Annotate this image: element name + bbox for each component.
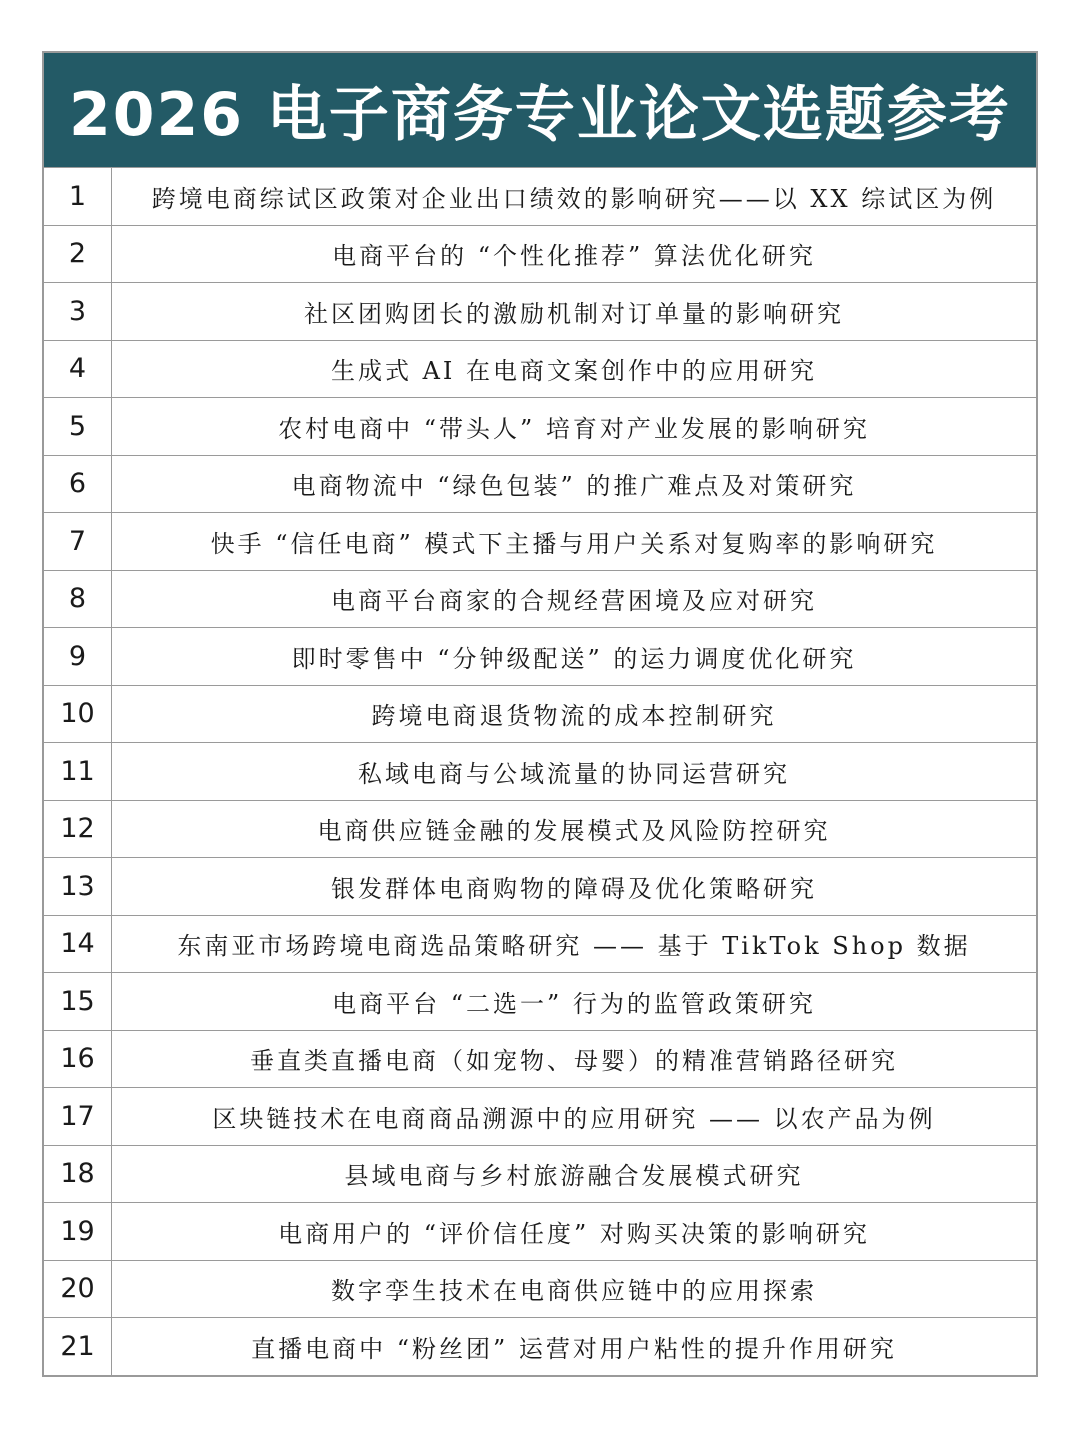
table-row [44,628,1036,686]
row-number: 18 [44,1145,112,1203]
row-number: 2 [44,225,112,283]
topic-title: 电商物流中 “绿色包装” 的推广难点及对策研究 [112,455,1037,513]
topic-title: 即时零售中 “分钟级配送” 的运力调度优化研究 [112,628,1037,686]
table-row [44,915,1036,973]
row-number: 21 [44,1318,112,1375]
row-number: 13 [44,858,112,916]
table-row [44,283,1036,341]
row-number: 3 [44,283,112,341]
table-row [44,800,1036,858]
row-number: 15 [44,973,112,1031]
table-row [44,685,1036,743]
table-row [44,1203,1036,1261]
row-number: 16 [44,1030,112,1088]
table-row [44,340,1036,398]
table-row [44,1088,1036,1146]
table-row [44,570,1036,628]
topic-title: 快手 “信任电商” 模式下主播与用户关系对复购率的影响研究 [112,513,1037,571]
topic-title: 电商供应链金融的发展模式及风险防控研究 [112,800,1037,858]
row-number: 5 [44,398,112,456]
table-row [44,1145,1036,1203]
table-row [44,973,1036,1031]
topic-title: 跨境电商综试区政策对企业出口绩效的影响研究——以 XX 综试区为例 [112,168,1037,226]
row-number: 10 [44,685,112,743]
topic-title: 电商用户的 “评价信任度” 对购买决策的影响研究 [112,1203,1037,1261]
topic-title: 电商平台商家的合规经营困境及应对研究 [112,570,1037,628]
row-number: 12 [44,800,112,858]
topic-title: 社区团购团长的激励机制对订单量的影响研究 [112,283,1037,341]
topic-title: 电商平台的 “个性化推荐” 算法优化研究 [112,225,1037,283]
topic-title: 跨境电商退货物流的成本控制研究 [112,685,1037,743]
topic-title: 区块链技术在电商商品溯源中的应用研究 —— 以农产品为例 [112,1088,1037,1146]
topic-title: 生成式 AI 在电商文案创作中的应用研究 [112,340,1037,398]
topic-title: 电商平台 “二选一” 行为的监管政策研究 [112,973,1037,1031]
topics-table [42,51,1038,1377]
row-number: 4 [44,340,112,398]
table-row [44,225,1036,283]
row-number: 8 [44,570,112,628]
table-row [44,1318,1036,1375]
row-number: 7 [44,513,112,571]
topic-title: 县域电商与乡村旅游融合发展模式研究 [112,1145,1037,1203]
topic-title: 垂直类直播电商（如宠物、母婴）的精准营销路径研究 [112,1030,1037,1088]
topic-title: 直播电商中 “粉丝团” 运营对用户粘性的提升作用研究 [112,1318,1037,1375]
row-number: 17 [44,1088,112,1146]
row-number: 9 [44,628,112,686]
topic-title: 私域电商与公域流量的协同运营研究 [112,743,1037,801]
table-row [44,1030,1036,1088]
table-row [44,168,1036,226]
table-row [44,858,1036,916]
topic-title: 数字孪生技术在电商供应链中的应用探索 [112,1260,1037,1318]
row-number: 6 [44,455,112,513]
topic-title: 东南亚市场跨境电商选品策略研究 —— 基于 TikTok Shop 数据 [112,915,1037,973]
table-row [44,513,1036,571]
row-number: 14 [44,915,112,973]
topics-list [44,167,1036,1375]
table-row [44,455,1036,513]
table-row [44,743,1036,801]
table-row [44,398,1036,456]
topic-title: 银发群体电商购物的障碍及优化策略研究 [112,858,1037,916]
topic-title: 农村电商中 “带头人” 培育对产业发展的影响研究 [112,398,1037,456]
table-row [44,1260,1036,1318]
row-number: 1 [44,168,112,226]
row-number: 11 [44,743,112,801]
row-number: 20 [44,1260,112,1318]
row-number: 19 [44,1203,112,1261]
page-title: 2026 电子商务专业论文选题参考 [44,53,1036,167]
